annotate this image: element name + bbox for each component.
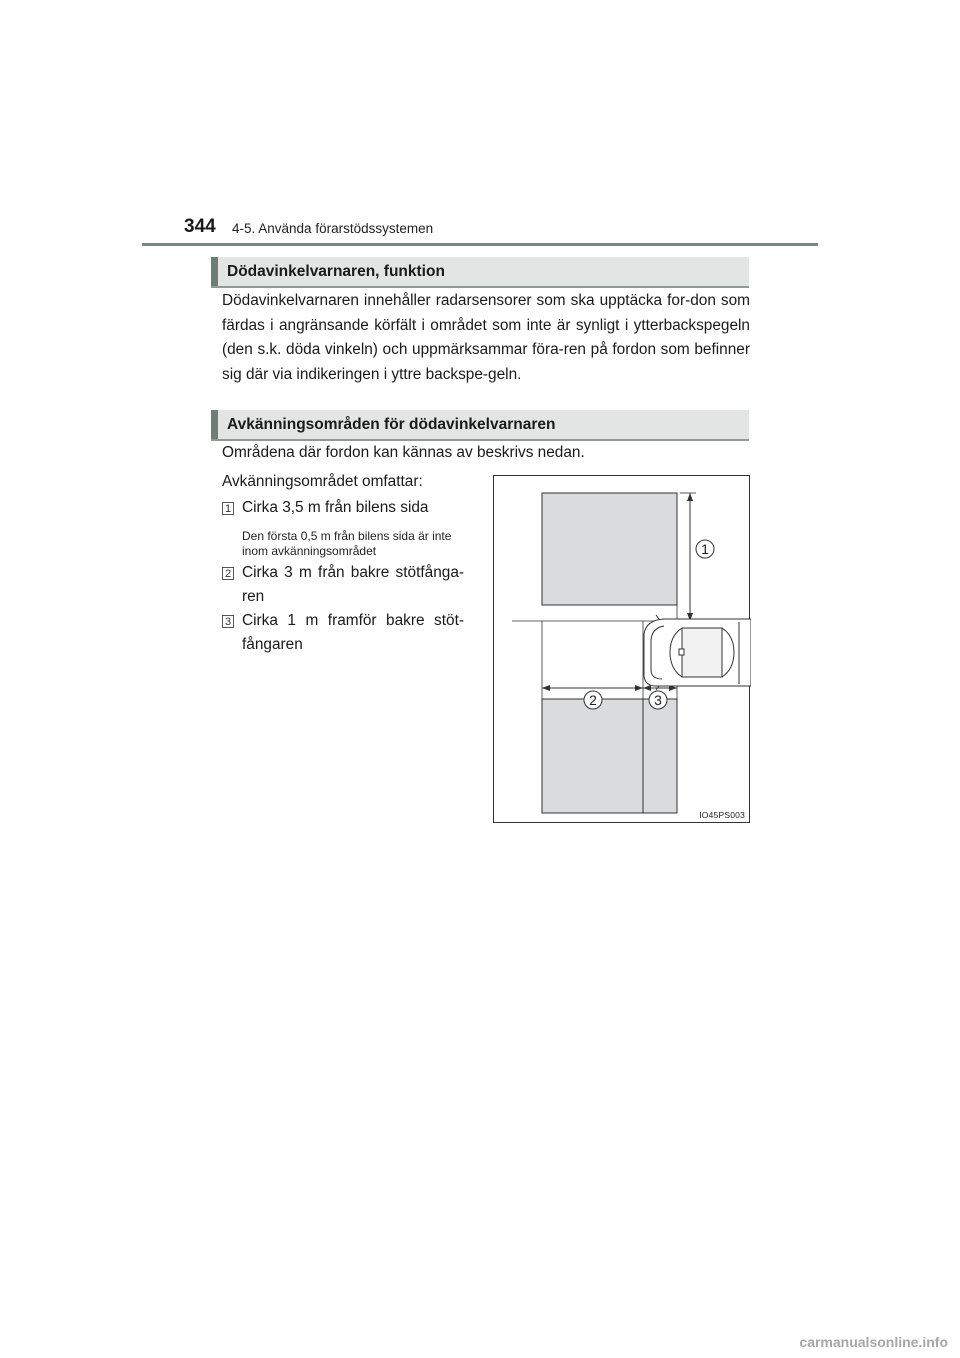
dimension-3-arrow-left xyxy=(643,685,651,691)
list-item-3-text: Cirka 1 m framför bakre stöt-fångaren xyxy=(242,612,464,653)
car-top-view xyxy=(644,615,751,690)
section-heading-detection-areas: Avkänningsområden för dödavinkelvarnaren xyxy=(211,410,749,439)
figure-code: IO45PS003 xyxy=(699,810,745,820)
dimension-2-arrow-right xyxy=(635,685,643,691)
dimension-2-arrow-left xyxy=(542,685,550,691)
running-header: 4-5. Använda förarstödssystemen xyxy=(232,221,434,236)
callout-2-label: 2 xyxy=(589,692,597,708)
section-heading-function: Dödavinkelvarnaren, funktion xyxy=(211,257,749,286)
function-paragraph: Dödavinkelvarnaren innehåller radarsensorer som ska upptäcka for-don som färdas i angränsande körfält i området som inte är synligt i ytterbackspegeln (den s.k. döda vinkeln) och uppmärksammar föra-ren på fordon som befinner sig där via indikeringen i yttre backspe-geln. xyxy=(222,292,750,383)
detection-intro: Områdena där fordon kan kännas av beskrivs nedan. xyxy=(222,444,585,461)
list-number-1: 1 xyxy=(222,502,234,515)
list-intro: Avkänningsområdet omfattar: xyxy=(222,473,423,490)
list-number-3: 3 xyxy=(222,615,234,628)
list-item-1-note: Den första 0,5 m från bilens sida är inte inom avkänningsområdet xyxy=(242,529,452,558)
list-item-1-text: Cirka 3,5 m från bilens sida xyxy=(242,499,429,516)
page-number: 344 xyxy=(184,216,216,237)
callout-1-label: 1 xyxy=(701,541,709,557)
detection-area-figure xyxy=(493,475,750,823)
dimension-1-arrow-up xyxy=(687,493,693,501)
rear-detection-zone xyxy=(542,699,677,813)
detection-area-diagram xyxy=(494,476,751,824)
list-number-2: 2 xyxy=(222,567,234,580)
header-rule xyxy=(142,243,818,246)
front-detection-zone xyxy=(542,493,677,605)
watermark: carmanualsonline.info xyxy=(799,1334,948,1350)
callout-3-label: 3 xyxy=(654,692,662,708)
list-item-2-text: Cirka 3 m från bakre stötfånga-ren xyxy=(242,564,464,605)
